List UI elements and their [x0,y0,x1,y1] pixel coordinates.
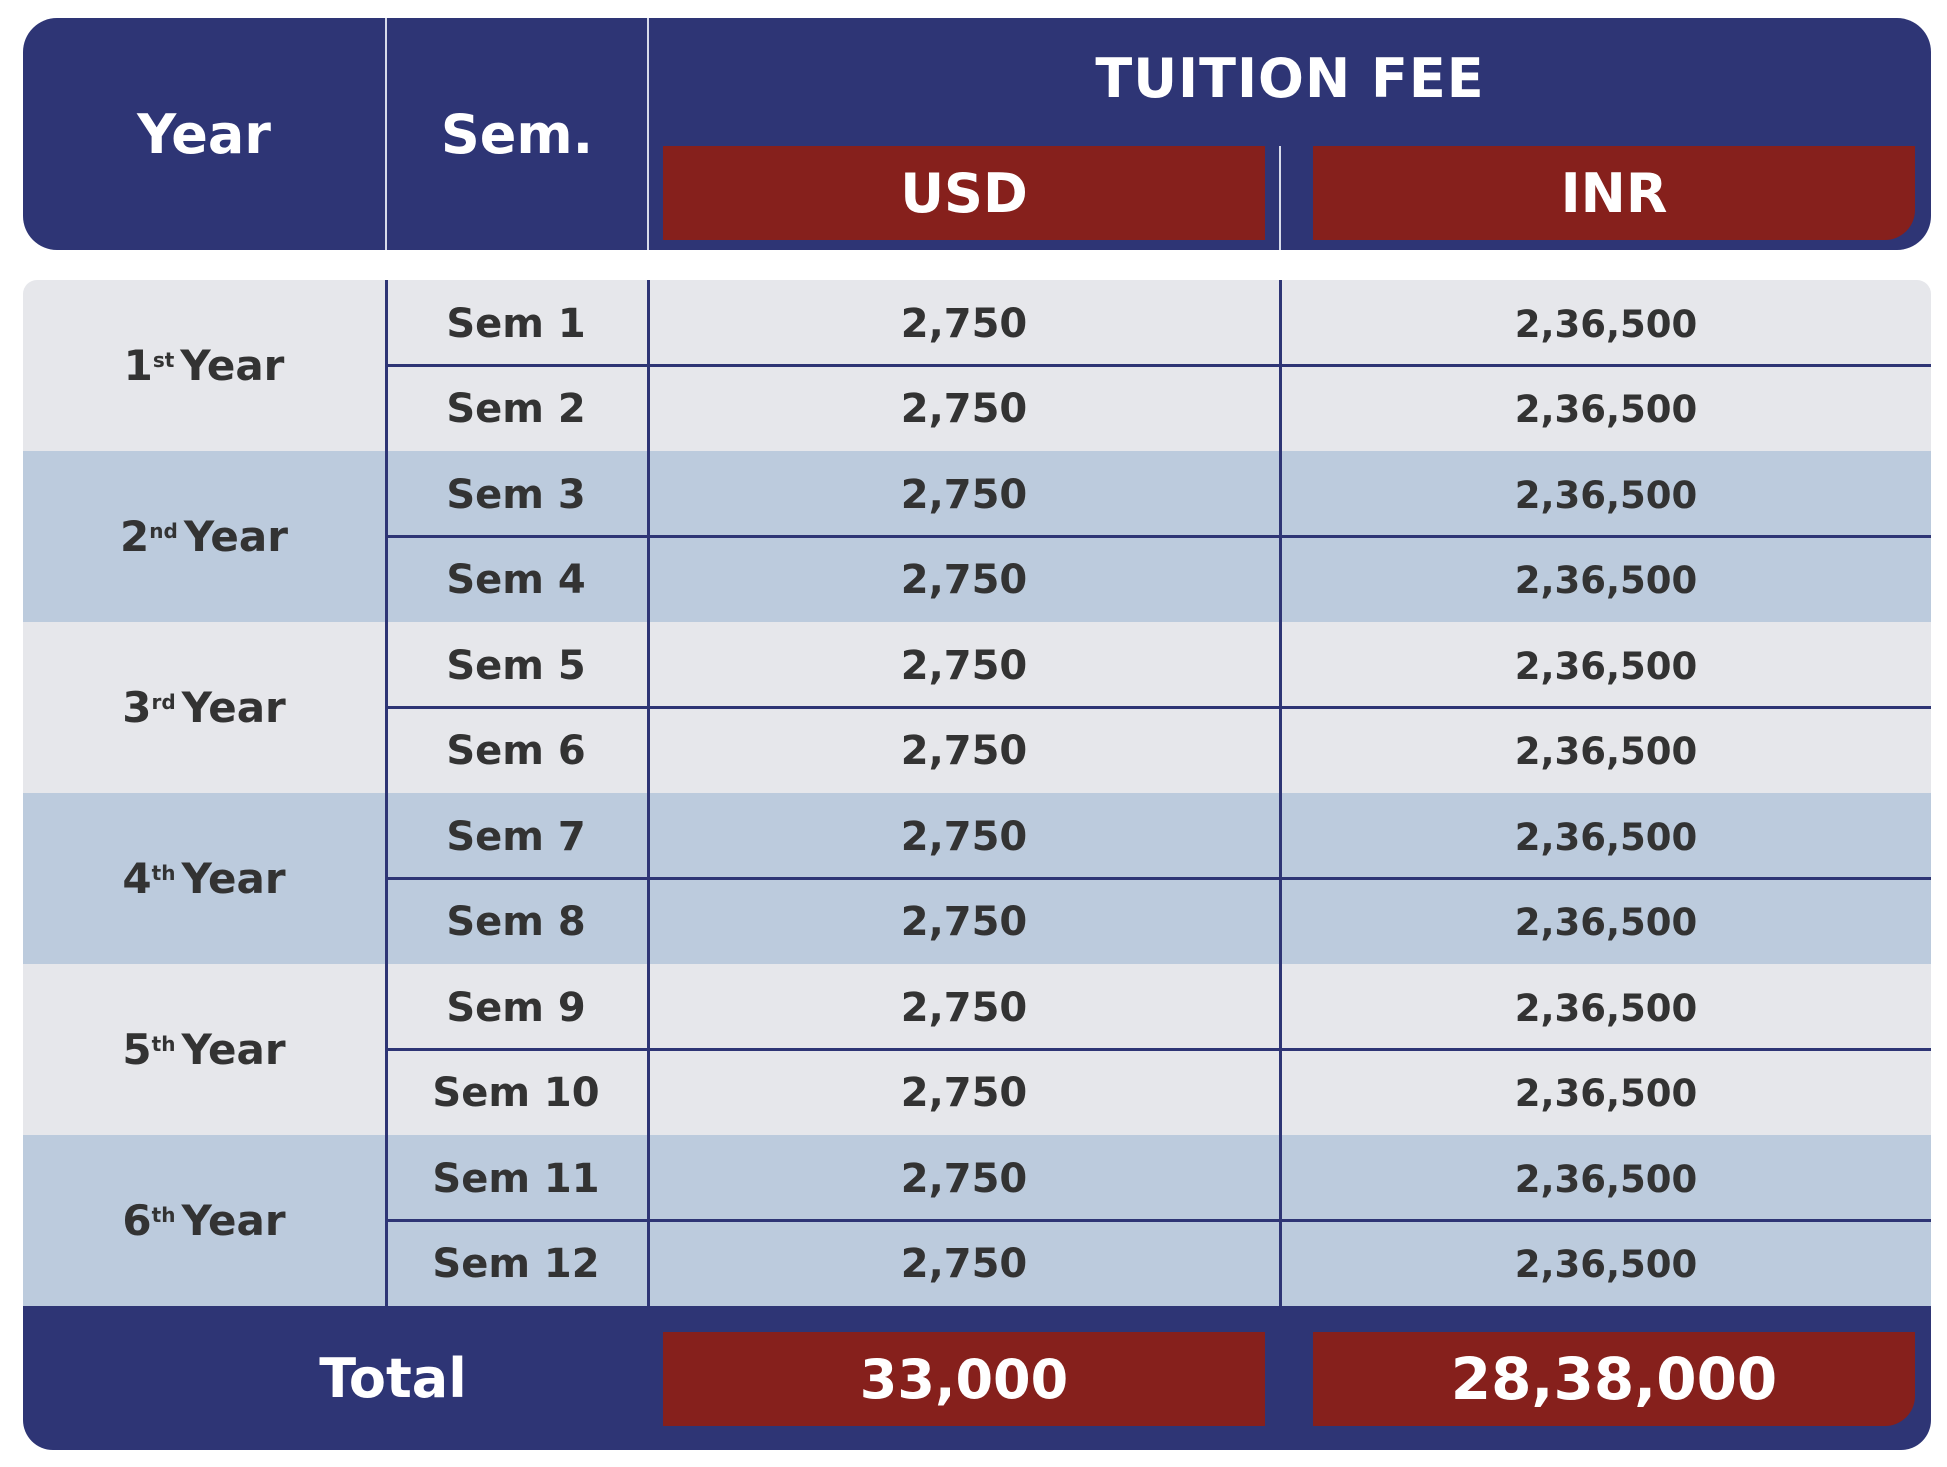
year-number: 1 [123,341,153,390]
sem-cell: Sem 12 [432,1241,600,1287]
inr-cell: 2,36,500 [1514,644,1698,688]
inr-cell: 2,36,500 [1514,558,1698,602]
usd-cell: 2,750 [900,985,1028,1031]
table-row [385,453,1931,537]
year-suffix: st [152,347,175,372]
usd-cell: 2,750 [900,643,1028,689]
usd-cell: 2,750 [900,301,1028,347]
total-usd: 33,000 [663,1332,1265,1426]
year-label [23,1135,385,1306]
sem-cell: Sem 4 [446,557,586,603]
year-number: 5 [122,1025,152,1074]
year-word: Year [183,512,288,561]
usd-cell: 2,750 [900,1070,1028,1116]
header-currency-divider [1279,146,1281,250]
usd-cell: 2,750 [900,472,1028,518]
sem-cell: Sem 7 [446,814,586,860]
usd-cell: 2,750 [900,386,1028,432]
usd-cell: 2,750 [900,899,1028,945]
year-group-6 [23,1135,1931,1306]
inr-cell: 2,36,500 [1514,900,1698,944]
table-row [385,709,1931,793]
usd-cell: 2,750 [900,1241,1028,1287]
year-word: Year [181,1196,286,1245]
table-row [385,1222,1931,1306]
total-row [23,1306,1931,1450]
year-label [23,793,385,964]
sem-cell: Sem 10 [432,1070,600,1116]
header-sem: Sem. [440,102,594,166]
inr-cell: 2,36,500 [1514,387,1698,431]
table-row [385,624,1931,708]
sem-cell: Sem 1 [446,301,586,347]
table-body [23,280,1931,1306]
year-word: Year [181,1025,286,1074]
sem-cell: Sem 9 [446,985,586,1031]
inr-cell: 2,36,500 [1514,473,1698,517]
table-row [385,880,1931,964]
year-group-4 [23,793,1931,964]
year-number: 4 [122,854,152,903]
header-tuition-fee: TUITION FEE [1095,46,1485,110]
year-word: Year [181,854,286,903]
column-divider [385,280,388,1306]
table-row [385,538,1931,622]
sem-cell: Sem 6 [446,728,586,774]
table-row [385,966,1931,1050]
table-row [385,795,1931,879]
column-divider [647,280,650,1306]
table-row [385,282,1931,366]
table-row [385,1051,1931,1135]
inr-cell: 2,36,500 [1514,302,1698,346]
table-header [23,18,1931,250]
year-suffix: rd [151,689,176,714]
usd-cell: 2,750 [900,557,1028,603]
year-label [23,451,385,622]
header-year: Year [137,102,271,166]
usd-cell: 2,750 [900,1156,1028,1202]
column-divider [1279,280,1282,1306]
sem-cell: Sem 2 [446,386,586,432]
header-inr: INR [1313,146,1915,240]
sem-cell: Sem 3 [446,472,586,518]
usd-cell: 2,750 [900,814,1028,860]
inr-cell: 2,36,500 [1514,1157,1698,1201]
table-row [385,1137,1931,1221]
usd-cell: 2,750 [900,728,1028,774]
inr-cell: 2,36,500 [1514,1071,1698,1115]
year-number: 2 [120,512,150,561]
year-suffix: nd [149,518,178,543]
total-inr: 28,38,000 [1313,1332,1915,1426]
year-word: Year [180,341,285,390]
year-number: 6 [122,1196,152,1245]
year-suffix: th [151,1202,176,1227]
year-label [23,622,385,793]
year-word: Year [181,683,286,732]
year-label [23,964,385,1135]
header-usd: USD [663,146,1265,240]
year-label [23,280,385,451]
table-row [385,367,1931,451]
sem-cell: Sem 5 [446,643,586,689]
year-group-3 [23,622,1931,793]
tuition-fee-table [23,18,1931,1450]
year-group-2 [23,451,1931,622]
year-suffix: th [151,1031,176,1056]
year-number: 3 [122,683,152,732]
year-suffix: th [151,860,176,885]
year-group-5 [23,964,1931,1135]
inr-cell: 2,36,500 [1514,729,1698,773]
year-group-1 [23,280,1931,451]
sem-cell: Sem 11 [432,1156,600,1202]
sem-cell: Sem 8 [446,899,586,945]
inr-cell: 2,36,500 [1514,1242,1698,1286]
inr-cell: 2,36,500 [1514,815,1698,859]
total-label: Total [319,1346,467,1410]
inr-cell: 2,36,500 [1514,986,1698,1030]
